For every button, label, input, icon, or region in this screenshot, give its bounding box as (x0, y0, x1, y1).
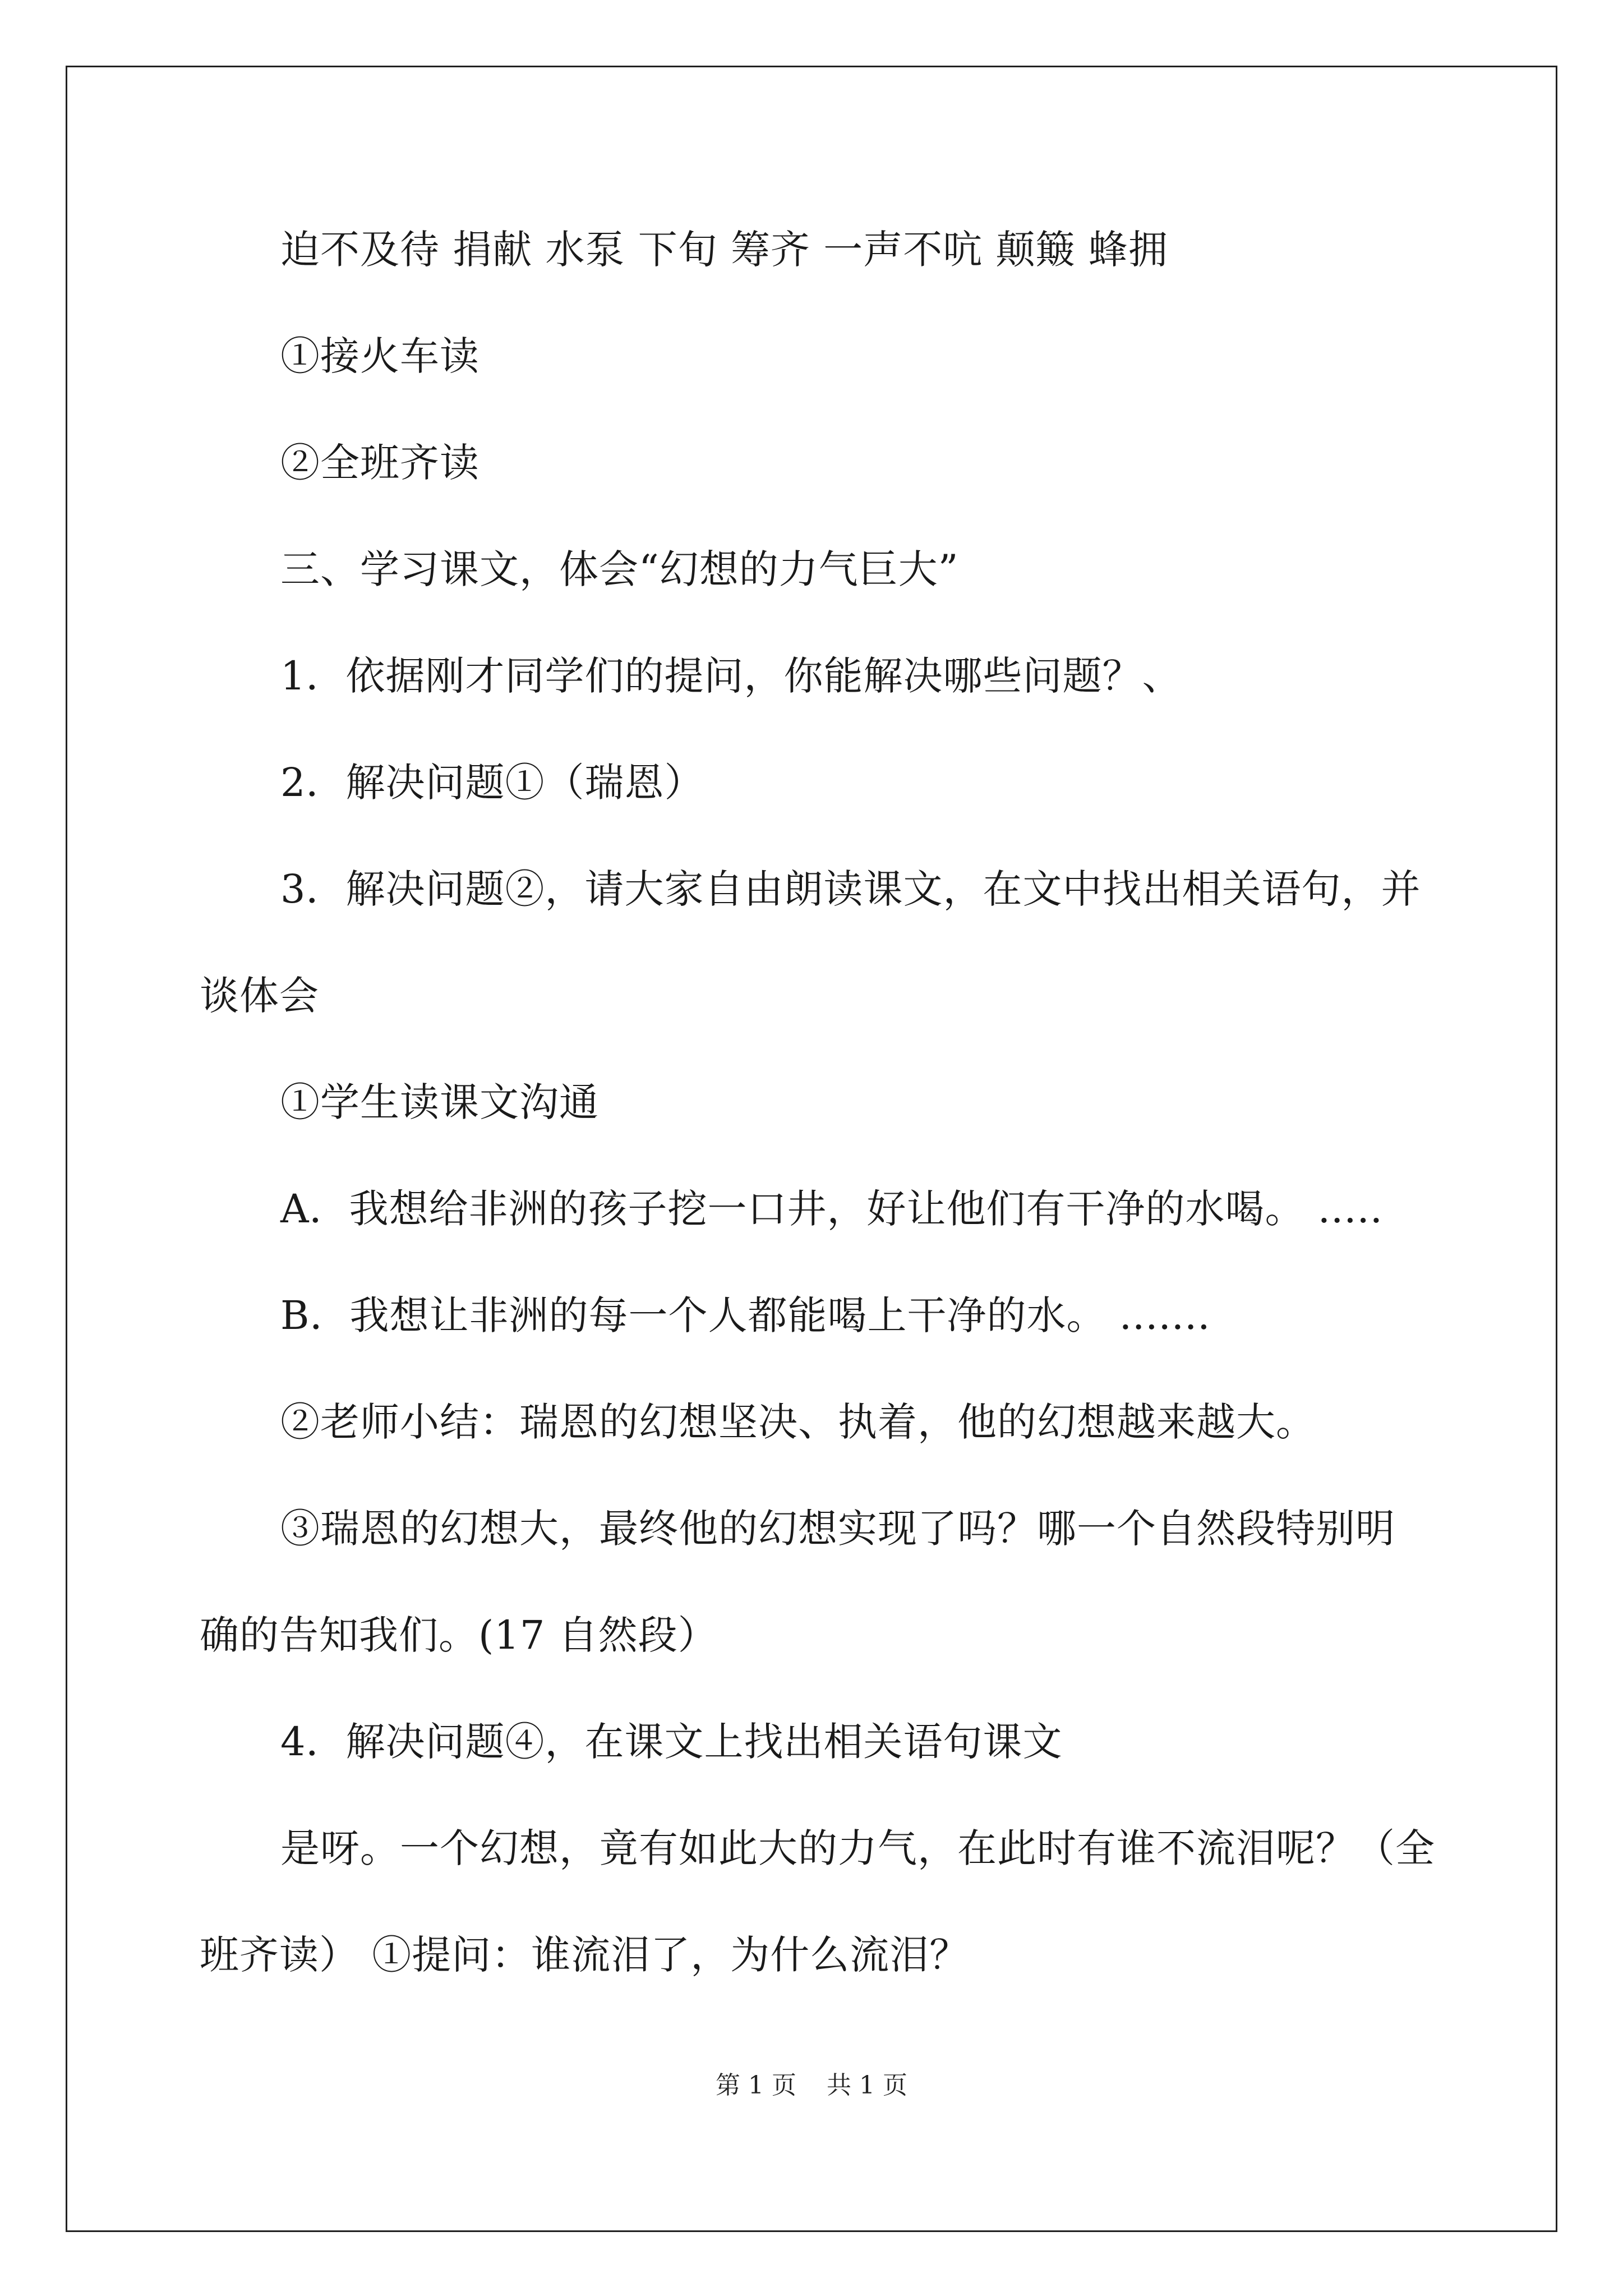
text-line: 迫不及待 捐献 水泵 下旬 筹齐 一声不吭 颠簸 蜂拥 (280, 227, 1168, 273)
text-line: 谈体会 (200, 973, 319, 1019)
text-line: A．我想给非洲的孩子挖一口井，好让他们有干净的水喝。 ..... (280, 1186, 1384, 1232)
text-line: ②老师小结：瑞恩的幻想坚决、执着，他的幻想越来越大。 (280, 1399, 1316, 1445)
section-heading: 三、学习课文，体会“幻想的力气巨大” (280, 546, 959, 592)
text-line: 班齐读） ①提问：谁流泪了，为什么流泪？ (200, 1932, 970, 1978)
text-line: ①接火车读 (280, 333, 479, 379)
page-total: 共 1 页 (827, 2071, 907, 2100)
page-border (66, 66, 1557, 2232)
text-line: 3．解决问题②，请大家自由朗读课文，在文中找出相关语句，并 (280, 866, 1421, 912)
text-line: ③瑞恩的幻想大，最终他的幻想实现了吗？哪一个自然段特别明 (280, 1506, 1395, 1552)
text-line: 是呀。一个幻想，竟有如此大的力气，在此时有谁不流泪呢？（全 (280, 1825, 1435, 1871)
page-number: 第 1 页 (716, 2071, 796, 2100)
text-line: B．我想让非洲的每一个人都能喝上干净的水。 ....... (280, 1292, 1211, 1338)
page-footer (0, 2069, 1623, 2102)
text-line: 4．解决问题④，在课文上找出相关语句课文 (280, 1719, 1063, 1765)
text-line: ②全班齐读 (280, 440, 479, 486)
text-line: 确的告知我们。(17 自然段） (200, 1612, 718, 1658)
text-line: 1．依据刚才同学们的提问，你能解决哪些问题？、 (280, 653, 1182, 699)
text-line: ①学生读课文沟通 (280, 1079, 599, 1125)
text-line: 2．解决问题①（瑞恩） (280, 760, 704, 806)
